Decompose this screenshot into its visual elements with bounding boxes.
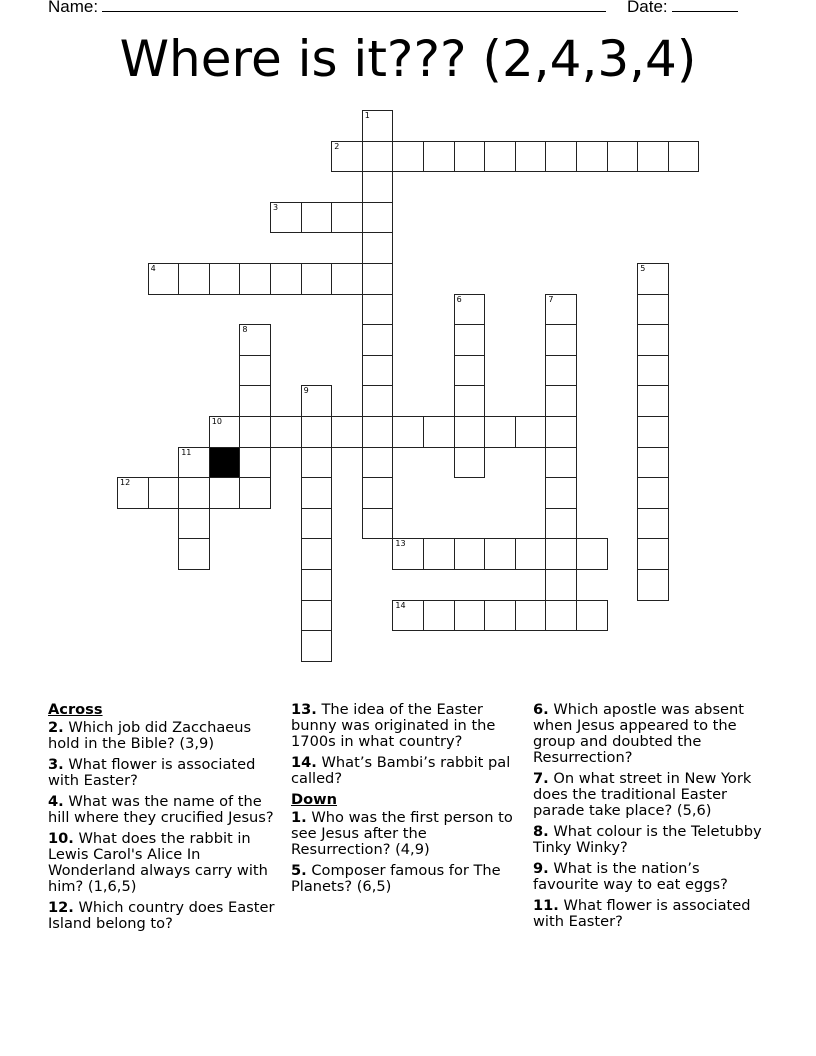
- grid-cell[interactable]: [392, 600, 424, 632]
- grid-cell[interactable]: [178, 447, 210, 479]
- grid-cell[interactable]: [484, 600, 516, 632]
- grid-cell[interactable]: [301, 416, 333, 448]
- grid-cell[interactable]: [301, 202, 333, 234]
- grid-cell[interactable]: [362, 477, 394, 509]
- clue-number: 13: [395, 539, 406, 549]
- grid-cell[interactable]: [545, 416, 577, 448]
- grid-cell[interactable]: [331, 202, 363, 234]
- clue-across-14: 14. What’s Bambi’s rabbit pal called?: [291, 754, 511, 787]
- grid-cell[interactable]: [178, 538, 210, 570]
- grid-cell[interactable]: [545, 477, 577, 509]
- grid-cell[interactable]: [239, 355, 271, 387]
- grid-cell[interactable]: [454, 538, 486, 570]
- clue-down-1: 1. Who was the first person to see Jesus after the Resurrection? (4,9): [291, 809, 513, 858]
- grid-cell[interactable]: [392, 538, 424, 570]
- grid-cell[interactable]: [362, 171, 394, 203]
- grid-cell[interactable]: [362, 232, 394, 264]
- grid-cell[interactable]: [239, 416, 271, 448]
- clue-number: 14: [395, 600, 406, 610]
- grid-cell[interactable]: [148, 263, 180, 295]
- grid-cell[interactable]: [423, 141, 455, 173]
- grid-cell[interactable]: [270, 416, 302, 448]
- grid-cell[interactable]: [301, 600, 333, 632]
- grid-cell[interactable]: [576, 538, 608, 570]
- grid-cell[interactable]: [270, 263, 302, 295]
- grid-cell[interactable]: [362, 202, 394, 234]
- clue-column-2: [291, 702, 526, 900]
- grid-cell[interactable]: [331, 141, 363, 173]
- grid-cell[interactable]: [178, 477, 210, 509]
- name-label: Name:: [48, 0, 99, 16]
- clue-across-4: 4. What was the name of the hill where they crucified Jesus?: [48, 793, 274, 826]
- grid-cell[interactable]: [607, 141, 639, 173]
- grid-cell[interactable]: [576, 141, 608, 173]
- clue-number: 11: [181, 447, 192, 457]
- grid-cell[interactable]: [545, 600, 577, 632]
- clue-number: 8: [242, 325, 248, 335]
- grid-cell[interactable]: [362, 263, 394, 295]
- grid-cell[interactable]: [668, 141, 700, 173]
- grid-cell[interactable]: [545, 355, 577, 387]
- grid-cell[interactable]: [545, 385, 577, 417]
- grid-cell[interactable]: [239, 477, 271, 509]
- clue-column-1: [48, 702, 283, 937]
- grid-cell[interactable]: [545, 141, 577, 173]
- clue-down-5: 5. Composer famous for The Planets? (6,5): [291, 862, 501, 895]
- clue-across-13: 13. The idea of the Easter bunny was originated in the 1700s in what country?: [291, 701, 496, 750]
- grid-cell[interactable]: [454, 324, 486, 356]
- grid-cell[interactable]: [239, 263, 271, 295]
- clue-number: 9: [303, 386, 309, 396]
- clue-number: 6: [456, 294, 462, 304]
- grid-cell[interactable]: [545, 508, 577, 540]
- grid-cell[interactable]: [545, 538, 577, 570]
- grid-cell[interactable]: [362, 141, 394, 173]
- grid-cell[interactable]: [423, 416, 455, 448]
- grid-cell[interactable]: [576, 600, 608, 632]
- clue-down-8: 8. What colour is the Teletubby Tinky Winky?: [533, 823, 762, 856]
- grid-cell[interactable]: [637, 141, 669, 173]
- grid-cell[interactable]: [301, 385, 333, 417]
- grid-cell[interactable]: [637, 416, 669, 448]
- grid-cell[interactable]: [545, 294, 577, 326]
- grid-cell[interactable]: [148, 477, 180, 509]
- grid-cell[interactable]: [454, 416, 486, 448]
- clue-number: 5: [640, 264, 646, 273]
- grid-cell[interactable]: [637, 385, 669, 417]
- grid-cell[interactable]: [239, 447, 271, 479]
- grid-cell[interactable]: [178, 508, 210, 540]
- grid-cell[interactable]: [515, 141, 547, 173]
- grid-cell[interactable]: [239, 324, 271, 356]
- grid-cell[interactable]: [637, 294, 669, 326]
- grid-cell[interactable]: [362, 294, 394, 326]
- grid-cell[interactable]: [239, 385, 271, 417]
- clue-down-7: 7. On what street in New York does the traditional Easter parade take place? (5,6): [533, 770, 752, 819]
- clue-down-6: 6. Which apostle was absent when Jesus appeared to the group and doubted the Resurrection?: [533, 701, 745, 766]
- grid-cell[interactable]: [454, 600, 486, 632]
- black-cell: [209, 447, 241, 479]
- clue-across-3: 3. What flower is associated with Easter?: [48, 756, 256, 789]
- clue-number: 2: [334, 141, 340, 151]
- grid-cell[interactable]: [637, 324, 669, 356]
- page-title: Where is it??? (2,4,3,4): [119, 30, 697, 88]
- grid-cell[interactable]: [301, 569, 333, 601]
- grid-cell[interactable]: [545, 324, 577, 356]
- grid-cell[interactable]: [362, 355, 394, 387]
- grid-cell[interactable]: [362, 416, 394, 448]
- grid-cell[interactable]: [301, 477, 333, 509]
- grid-cell[interactable]: [545, 447, 577, 479]
- grid-cell[interactable]: [637, 569, 669, 601]
- grid-cell[interactable]: [637, 355, 669, 387]
- grid-cell[interactable]: [637, 477, 669, 509]
- grid-cell[interactable]: [545, 569, 577, 601]
- grid-cell[interactable]: [270, 202, 302, 234]
- clue-across-2: 2. Which job did Zacchaeus hold in the Bible? (3,9): [48, 719, 252, 752]
- clue-number: 1: [364, 111, 370, 120]
- grid-cell[interactable]: [637, 447, 669, 479]
- grid-cell[interactable]: [301, 538, 333, 570]
- grid-cell[interactable]: [301, 447, 333, 479]
- grid-cell[interactable]: [637, 508, 669, 540]
- grid-cell[interactable]: [301, 508, 333, 540]
- grid-cell[interactable]: [392, 416, 424, 448]
- grid-cell[interactable]: [423, 538, 455, 570]
- grid-cell[interactable]: [301, 630, 333, 662]
- grid-cell[interactable]: [637, 263, 669, 295]
- grid-cell[interactable]: [515, 600, 547, 632]
- clue-down-11: 11. What flower is associated with Easter?: [533, 897, 751, 930]
- clue-column-3: [533, 702, 768, 935]
- grid-cell[interactable]: [209, 477, 241, 509]
- grid-cell[interactable]: [331, 416, 363, 448]
- clue-across-12: 12. Which country does Easter Island belong to?: [48, 899, 275, 932]
- grid-cell[interactable]: [454, 141, 486, 173]
- date-label: Date:: [627, 0, 668, 16]
- clue-number: 12: [120, 478, 131, 488]
- grid-cell[interactable]: [209, 263, 241, 295]
- clue-across-10: 10. What does the rabbit in Lewis Carol's Alice In Wonderland always carry with him? (1,6,5): [48, 830, 268, 895]
- grid-cell[interactable]: [331, 263, 363, 295]
- grid-cell[interactable]: [484, 141, 516, 173]
- grid-cell[interactable]: [515, 538, 547, 570]
- grid-cell[interactable]: [637, 538, 669, 570]
- clue-number: 4: [150, 264, 156, 273]
- grid-cell[interactable]: [484, 538, 516, 570]
- grid-cell[interactable]: [362, 110, 394, 142]
- grid-cell[interactable]: [454, 294, 486, 326]
- clue-number: 7: [548, 294, 554, 304]
- across-heading: Across: [48, 701, 103, 718]
- grid-cell[interactable]: [423, 600, 455, 632]
- grid-cell[interactable]: [484, 416, 516, 448]
- grid-cell[interactable]: [362, 447, 394, 479]
- grid-cell[interactable]: [362, 385, 394, 417]
- clue-number: 3: [273, 202, 279, 212]
- grid-cell[interactable]: [178, 263, 210, 295]
- down-heading: Down: [291, 791, 338, 808]
- grid-cell[interactable]: [362, 508, 394, 540]
- grid-cell[interactable]: [454, 355, 486, 387]
- grid-cell[interactable]: [117, 477, 149, 509]
- clue-number: 10: [211, 417, 222, 426]
- grid-cell[interactable]: [301, 263, 333, 295]
- grid-cell[interactable]: [362, 324, 394, 356]
- grid-cell[interactable]: [515, 416, 547, 448]
- grid-cell[interactable]: [454, 385, 486, 417]
- clue-down-9: 9. What is the nation’s favourite way to eat eggs?: [533, 860, 728, 893]
- grid-cell[interactable]: [209, 416, 241, 448]
- grid-cell[interactable]: [454, 447, 486, 479]
- grid-cell[interactable]: [392, 141, 424, 173]
